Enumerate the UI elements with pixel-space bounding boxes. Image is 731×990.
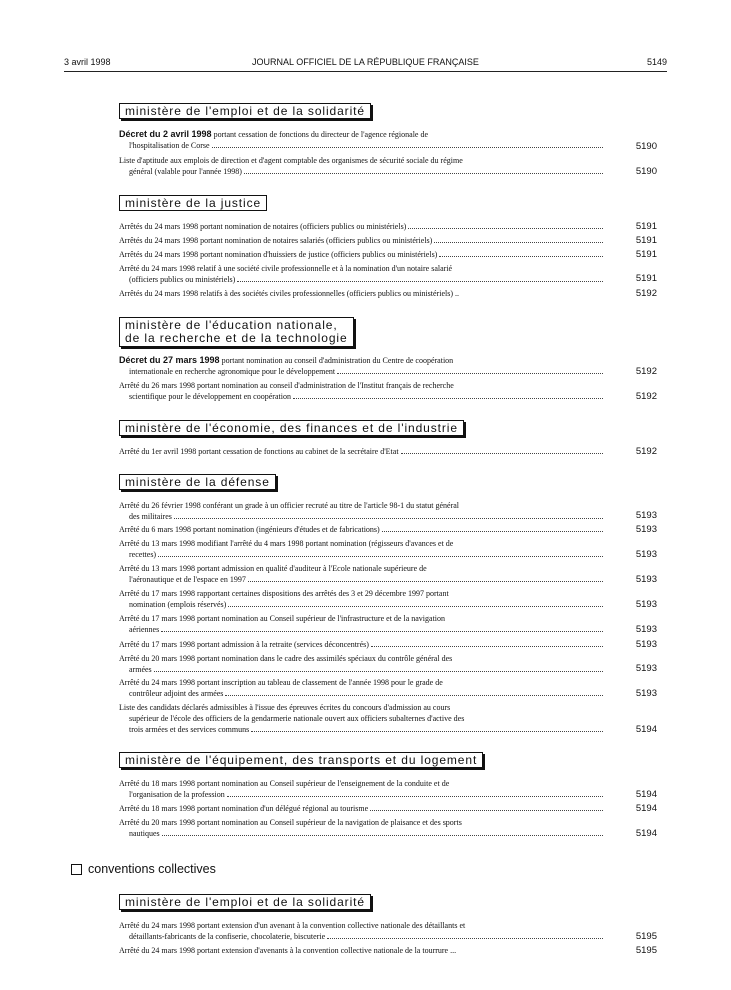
entry-text: Arrêté du 26 mars 1998 portant nomination au conseil d'administration de l'Institut français de recherche (119, 381, 454, 390)
entry-text: Arrêté du 24 mars 1998 portant inscription au tableau de classement de l'année 1998 pour le grade de (119, 678, 443, 687)
entry-defense-6[interactable] (119, 613, 605, 635)
section-heading-education (119, 317, 354, 347)
page-ref[interactable]: 5190 (635, 141, 657, 152)
entry-text-last: contrôleur adjoint des armées (129, 689, 224, 698)
page-ref[interactable]: 5192 (635, 391, 657, 402)
conventions-heading-label: conventions collectives (88, 862, 216, 876)
page-ref[interactable]: 5194 (635, 724, 657, 735)
entry-text-last: Arrêté du 6 mars 1998 portant nomination (ingénieurs d'études et de fabrications) (119, 525, 380, 534)
entry-text: Arrêté du 18 mars 1998 portant nomination au Conseil supérieur de l'enseignement de la conduite et de (119, 779, 450, 788)
page-ref[interactable]: 5191 (635, 273, 657, 284)
page-ref[interactable]: 5192 (635, 366, 657, 377)
section-heading-defense: ministère de la défense (119, 474, 276, 490)
header-page-number: 5149 (646, 57, 667, 67)
page-ref[interactable]: 5194 (635, 803, 657, 814)
page-ref[interactable]: 5191 (635, 249, 657, 260)
entry-text-last: recettes) (129, 550, 157, 559)
section-heading-line: ministère de l'éducation nationale, (125, 318, 338, 332)
entry-text-last: des militaires (129, 512, 172, 521)
header-journal-title: JOURNAL OFFICIEL DE LA RÉPUBLIQUE FRANÇAISE (252, 57, 479, 67)
entry-text-last: (officiers publics ou ministériels) (129, 275, 236, 284)
entry-justice-5[interactable] (119, 288, 605, 299)
entry-text: Arrêté du 24 mars 1998 portant extension d'un avenant à la convention collective nationale des détaillants et (119, 921, 466, 930)
page-ref[interactable]: 5193 (635, 524, 657, 535)
entry-text-last: aériennes (129, 625, 160, 634)
page-ref[interactable]: 5195 (635, 945, 657, 956)
header-date: 3 avril 1998 (64, 57, 111, 67)
entry-text: Arrêté du 13 mars 1998 portant admission en qualité d'auditeur à l'Ecole nationale supérieure de (119, 564, 427, 573)
entry-justice-4[interactable] (119, 263, 605, 285)
entry-text-last: Arrêtés du 24 mars 1998 relatifs à des sociétés civiles professionnelles (officiers publics ou ministériels) .. (119, 289, 459, 298)
page-ref[interactable]: 5194 (635, 789, 657, 800)
entry-text: Arrêté du 24 mars 1998 relatif à une société civile professionnelle et à la nomination d'un notaire salarié (119, 264, 453, 273)
entry-equipement-2[interactable] (119, 803, 605, 814)
entry-text: Arrêté du 26 février 1998 conférant un grade à un officier recruté au titre de l'article 98-1 du statut général (119, 501, 460, 510)
entry-education-2[interactable] (119, 380, 605, 402)
entry-economie-1[interactable] (119, 446, 605, 457)
entry-text-last: Arrêtés du 24 mars 1998 portant nomination de notaires salariés (officiers publics ou ministériels) (119, 236, 433, 245)
page-ref[interactable]: 5193 (635, 624, 657, 635)
entry-defense-3[interactable] (119, 538, 605, 560)
entry-defense-9[interactable] (119, 677, 605, 699)
entry-text-last: Arrêté du 24 mars 1998 portant extension d'avenants à la convention collective nationale de la tourrure ... (119, 946, 457, 955)
section-heading-line: de la recherche et de la technologie (125, 331, 348, 345)
entry-justice-1[interactable] (119, 221, 605, 232)
entry-text: Liste des candidats déclarés admissibles à l'issue des épreuves écrites du concours d'admission au cours (119, 703, 451, 712)
page-ref[interactable]: 5192 (635, 288, 657, 299)
section-heading-economie: ministère de l'économie, des finances et de l'industrie (119, 420, 464, 436)
entry-conventions-2[interactable] (119, 945, 605, 956)
entry-conventions-1[interactable] (119, 920, 605, 942)
entry-text: Arrêté du 17 mars 1998 rapportant certaines dispositions des arrêtés des 3 et 29 décembre 1997 portant (119, 589, 449, 598)
page-ref[interactable]: 5194 (635, 828, 657, 839)
page-ref[interactable]: 5193 (635, 599, 657, 610)
entry-defense-8[interactable] (119, 653, 605, 675)
entry-defense-4[interactable] (119, 563, 605, 585)
page-ref[interactable]: 5192 (635, 446, 657, 457)
entry-text: Liste d'aptitude aux emplois de direction et d'agent comptable des organismes de sécurité sociale du régime (119, 156, 463, 165)
entry-justice-3[interactable] (119, 249, 605, 260)
page-ref[interactable]: 5195 (635, 931, 657, 942)
entry-emploi-1[interactable] (119, 129, 605, 151)
entry-bold: Décret du 2 avril 1998 (119, 129, 212, 139)
section-heading-equipement: ministère de l'équipement, des transports et du logement (119, 752, 483, 768)
entry-bold: Décret du 27 mars 1998 (119, 355, 220, 365)
page-ref[interactable]: 5190 (635, 166, 657, 177)
section-heading-justice: ministère de la justice (119, 195, 267, 211)
page-ref[interactable]: 5191 (635, 221, 657, 232)
entry-text: Arrêté du 20 mars 1998 portant nomination au Conseil supérieur de la navigation de plaisance et des sports (119, 818, 462, 827)
section-heading-emploi: ministère de l'emploi et de la solidarité (119, 103, 371, 119)
conventions-heading (71, 862, 216, 876)
entry-equipement-1[interactable] (119, 778, 605, 800)
header-rule (64, 71, 667, 72)
entry-text: portant nomination au conseil d'administration du Centre de coopération (219, 356, 454, 365)
entry-text-last: nomination (emplois réservés) (129, 600, 227, 609)
page-ref[interactable]: 5193 (635, 688, 657, 699)
entry-defense-2[interactable] (119, 524, 605, 535)
entry-text-last: détaillants-fabricants de la confiserie, chocolaterie, biscuterie (129, 932, 326, 941)
page-ref[interactable]: 5193 (635, 510, 657, 521)
entry-text-last: Arrêté du 18 mars 1998 portant nomination d'un délégué régional au tourisme (119, 804, 369, 813)
entry-emploi-2[interactable] (119, 155, 605, 177)
entry-text-last: Arrêtés du 24 mars 1998 portant nomination d'huissiers de justice (officiers publics ou ministériels) (119, 250, 438, 259)
entry-text-last: l'organisation de la profession (129, 790, 225, 799)
entry-text-last: Arrêté du 1er avril 1998 portant cessation de fonctions au cabinet de la secrétaire d'Etat (119, 447, 399, 456)
entry-equipement-3[interactable] (119, 817, 605, 839)
page-ref[interactable]: 5193 (635, 574, 657, 585)
entry-defense-7[interactable] (119, 639, 605, 650)
entry-text: portant cessation de fonctions du directeur de l'agence régionale de (211, 130, 429, 139)
entry-text-last: Arrêté du 17 mars 1998 portant admission à la retraite (services déconcentrés) (119, 640, 369, 649)
entry-text-last: trois armées et des services communs (129, 725, 250, 734)
entry-text-last: l'aéronautique et de l'espace en 1997 (129, 575, 246, 584)
checkbox-square-icon (71, 864, 82, 875)
page-ref[interactable]: 5193 (635, 549, 657, 560)
entry-defense-1[interactable] (119, 500, 605, 522)
entry-text-last: scientifique pour le développement en coopération (129, 392, 291, 401)
page-ref[interactable]: 5191 (635, 235, 657, 246)
entry-defense-5[interactable] (119, 588, 605, 610)
entry-text: supérieur de l'école des officiers de la gendarmerie nationale ouvert aux officiers subalternes d'active des (129, 714, 465, 723)
entry-education-1[interactable] (119, 355, 605, 377)
entry-text-last: l'hospitalisation de Corse (129, 141, 210, 150)
entry-text-last: armées (129, 665, 152, 674)
entry-text: Arrêté du 20 mars 1998 portant nomination dans le cadre des assimilés spéciaux du contrôle général des (119, 654, 453, 663)
entry-text-last: Arrêtés du 24 mars 1998 portant nomination de notaires (officiers publics ou ministériels) (119, 222, 407, 231)
entry-text-last: nautiques (129, 829, 160, 838)
page-ref[interactable]: 5193 (635, 639, 657, 650)
entry-defense-10[interactable] (119, 702, 605, 735)
entry-text: Arrêté du 13 mars 1998 modifiant l'arrêté du 4 mars 1998 portant nomination (régisseurs d'avances et de (119, 539, 454, 548)
page-ref[interactable]: 5193 (635, 663, 657, 674)
entry-text-last: général (valable pour l'année 1998) (129, 167, 242, 176)
section-heading-conventions-emploi: ministère de l'emploi et de la solidarité (119, 894, 371, 910)
entry-justice-2[interactable] (119, 235, 605, 246)
entry-text-last: internationale en recherche agronomique pour le développement (129, 367, 336, 376)
page-header (64, 57, 667, 71)
entry-text: Arrêté du 17 mars 1998 portant nomination au Conseil supérieur de l'infrastructure et de la navigation (119, 614, 446, 623)
